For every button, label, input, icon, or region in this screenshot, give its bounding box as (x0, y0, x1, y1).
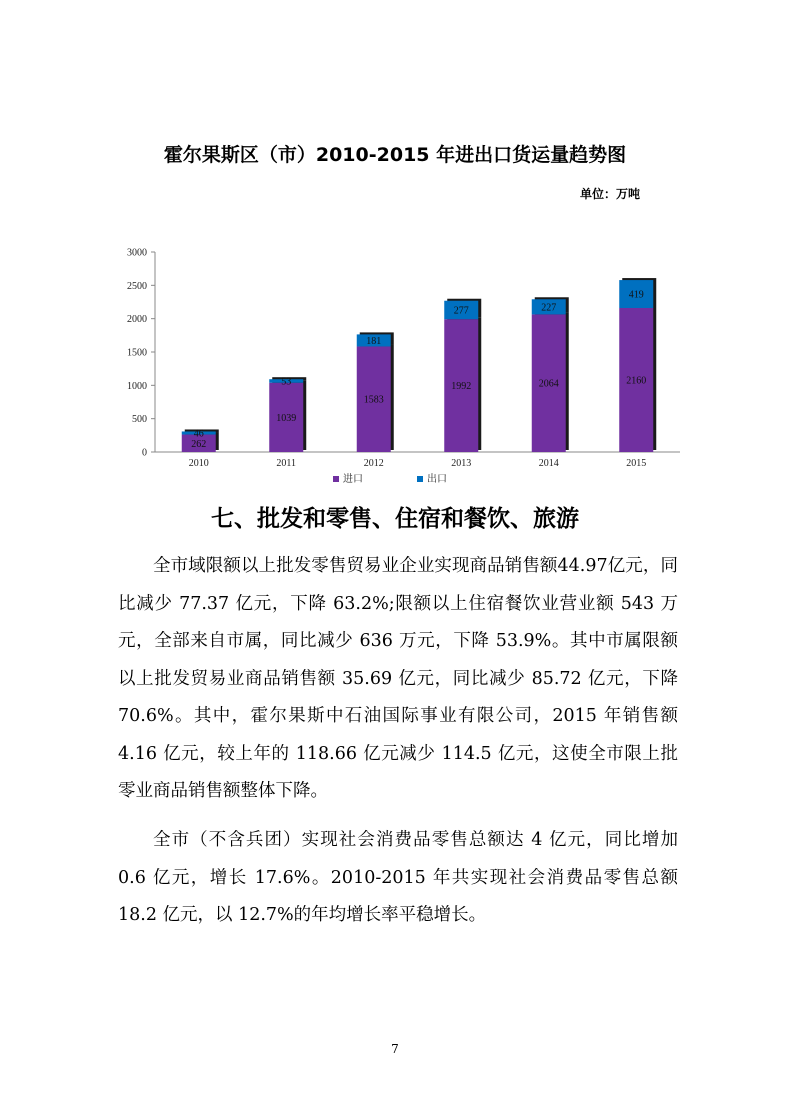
bar-value-label: 1583 (363, 394, 384, 406)
x-tick-label: 2012 (363, 458, 384, 469)
legend-swatch (333, 476, 339, 482)
bar-value-label: 1992 (451, 381, 472, 393)
legend-label: 进口 (343, 474, 363, 485)
legend-label: 出口 (427, 474, 447, 485)
bar-value-label: 53 (281, 376, 292, 388)
y-tick-label: 0 (142, 447, 147, 459)
paragraph-wholesale-retail: 全市域限额以上批发零售贸易业企业实现商品销售额44.97亿元，同比减少 77.37 亿元，下降 63.2%;限额以上住宿餐饮业营业额 543 万元，全部来自市属，同比减少 636 万元，下降 53.9%。其中市属限额以上批发贸易业商品销售额 35.69 亿元，同比减少 85.72 亿元，下降 70.6%。其中，霍尔果斯中石油国际事业有限公司，2015 年销售额 4.16 亿元，较上年的 118.66 亿元减少 114.5 亿元，这使全市限上批零业商品销售额整体下降。 (118, 556, 678, 801)
bar-value-label: 419 (628, 289, 644, 301)
bar-value-label: 227 (541, 302, 557, 314)
stacked-bar-chart (100, 238, 700, 496)
y-tick-label: 1500 (127, 347, 147, 359)
bar-value-label: 2064 (538, 378, 559, 390)
bar-value-label: 277 (453, 305, 469, 317)
x-tick-label: 2013 (451, 458, 472, 469)
bar-value-label: 262 (191, 438, 207, 450)
bar-value-label: 181 (366, 335, 382, 347)
x-tick-label: 2011 (276, 458, 297, 469)
x-tick-label: 2014 (538, 458, 559, 469)
y-tick-label: 3000 (127, 247, 147, 259)
x-tick-label: 2010 (188, 458, 209, 469)
bar-value-label: 1039 (276, 412, 297, 424)
y-tick-label: 500 (132, 414, 147, 426)
y-tick-label: 2000 (127, 314, 147, 326)
paragraph-consumer-retail: 全市（不含兵团）实现社会消费品零售总额达 4 亿元，同比增加 0.6 亿元，增长 17.6%。2010-2015 年共实现社会消费品零售总额 18.2 亿元，以 12.7%的年均增长率平稳增长。 (118, 830, 678, 925)
section-heading: 七、批发和零售、住宿和餐饮、旅游 (211, 506, 579, 532)
legend-swatch (417, 476, 423, 482)
x-tick-label: 2015 (626, 458, 647, 469)
chart-unit-label: 单位：万吨 (579, 187, 640, 201)
bar-value-label: 46 (193, 428, 204, 440)
chart-title: 霍尔果斯区（市）2010-2015 年进出口货运量趋势图 (163, 144, 627, 166)
bar-value-label: 2160 (626, 375, 647, 387)
y-tick-label: 2500 (127, 280, 147, 292)
y-tick-label: 1000 (127, 380, 147, 392)
page-number: 7 (391, 1042, 399, 1056)
